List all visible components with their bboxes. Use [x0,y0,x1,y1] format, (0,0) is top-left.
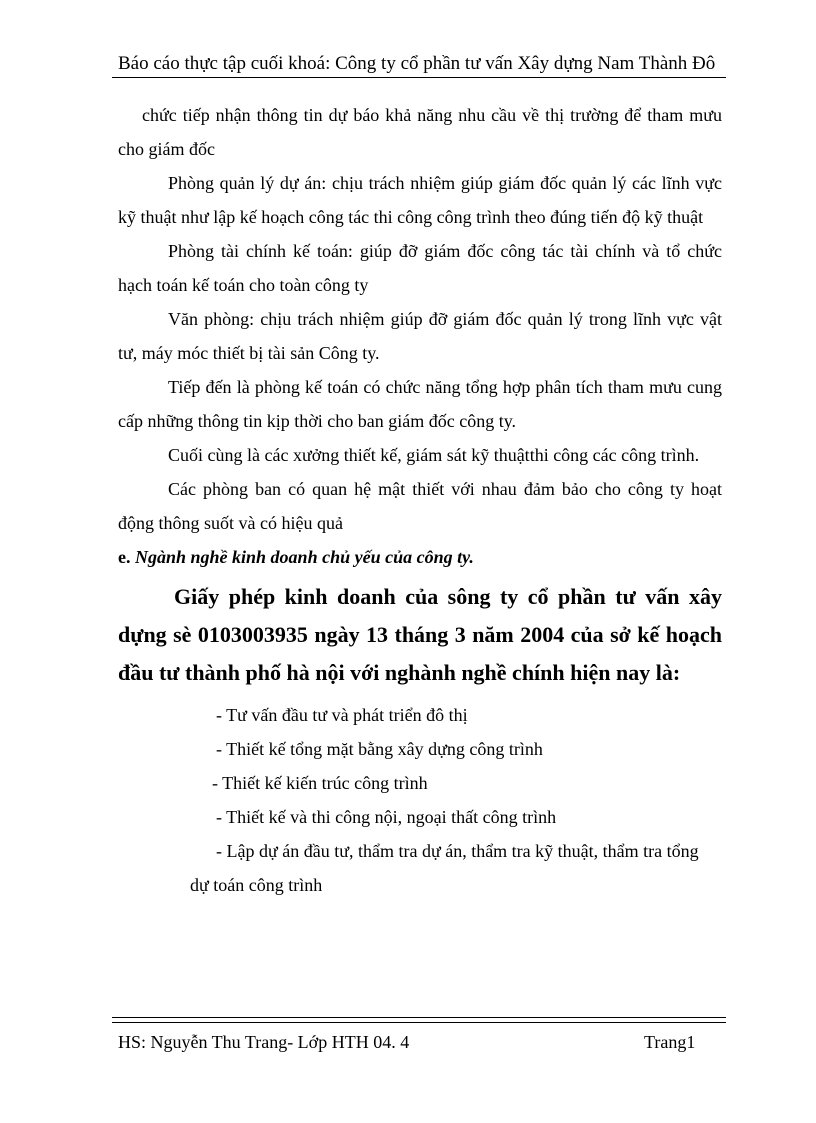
paragraph-design-workshops: Cuối cùng là các xưởng thiết kế, giám sát kỹ thuậtthi công các công trình. [168,445,700,465]
list-item: - Thiết kế tổng mặt bằng xây dựng công trình [216,739,543,759]
list-item: - Thiết kế kiến trúc công trình [212,773,428,793]
list-item: - Tư vấn đầu tư và phát triển đô thị [216,705,468,725]
list-item-line-1: - Lập dự án đầu tư, thẩm tra dự án, thẩm tra kỹ thuật, thẩm tra tổng [216,841,699,861]
page-header: Báo cáo thực tập cuối khoá: Công ty cổ phần tư vấn Xây dựng Nam Thành Đô [118,53,716,74]
paragraph-accounting-room: Tiếp đến là phòng kế toán có chức năng tổng hợp phân tích tham mưu cung cấp những thông tin kịp thời cho ban giám đốc công ty. [118,377,722,431]
body-text [118,98,722,902]
footer-divider-secondary [112,1022,726,1023]
header-divider [112,77,726,78]
footer-student-info: HS: Nguyễn Thu Trang- Lớp HTH 04. 4 [118,1032,410,1052]
business-lines-list [118,698,722,902]
paragraph-office: Văn phòng: chịu trách nhiệm giúp đỡ giám đốc quản lý trong lĩnh vực vật tư, máy móc thiết bị tài sản Công ty. [118,309,722,363]
paragraph-continuation: chức tiếp nhận thông tin dự báo khả năng nhu cầu về thị trường để tham mưu cho giám đốc [118,105,722,159]
paragraph-finance-accounting: Phòng tài chính kế toán: giúp đỡ giám đốc công tác tài chính và tổ chức hạch toán kế toán cho toàn công ty [118,241,722,295]
license-paragraph: Giấy phép kinh doanh của sông ty cổ phần tư vấn xây dựng sè 0103003935 ngày 13 tháng 3 năm 2004 của sở kế hoạch đầu tư thành phố hà nội với nghành nghề chính hiện nay là: [118,584,722,685]
paragraph-project-management: Phòng quản lý dự án: chịu trách nhiệm giúp giám đốc quản lý các lĩnh vực kỹ thuật như lập kế hoạch công tác thi công công trình theo đúng tiến độ kỹ thuật [118,173,722,227]
footer-divider [112,1017,726,1018]
section-heading [118,540,722,574]
section-title: Ngành nghề kinh doanh chủ yếu của công ty. [135,547,474,567]
footer-page-number: Trang1 [644,1032,696,1052]
list-item-continuation: dự toán công trình [190,875,323,895]
paragraph-departments-relation: Các phòng ban có quan hệ mật thiết với nhau đảm bảo cho công ty hoạt động thông suốt và có hiệu quả [118,479,722,533]
list-item [118,834,722,868]
list-item: - Thiết kế và thi công nội, ngoại thất công trình [216,807,557,827]
section-letter: e. [118,547,131,567]
